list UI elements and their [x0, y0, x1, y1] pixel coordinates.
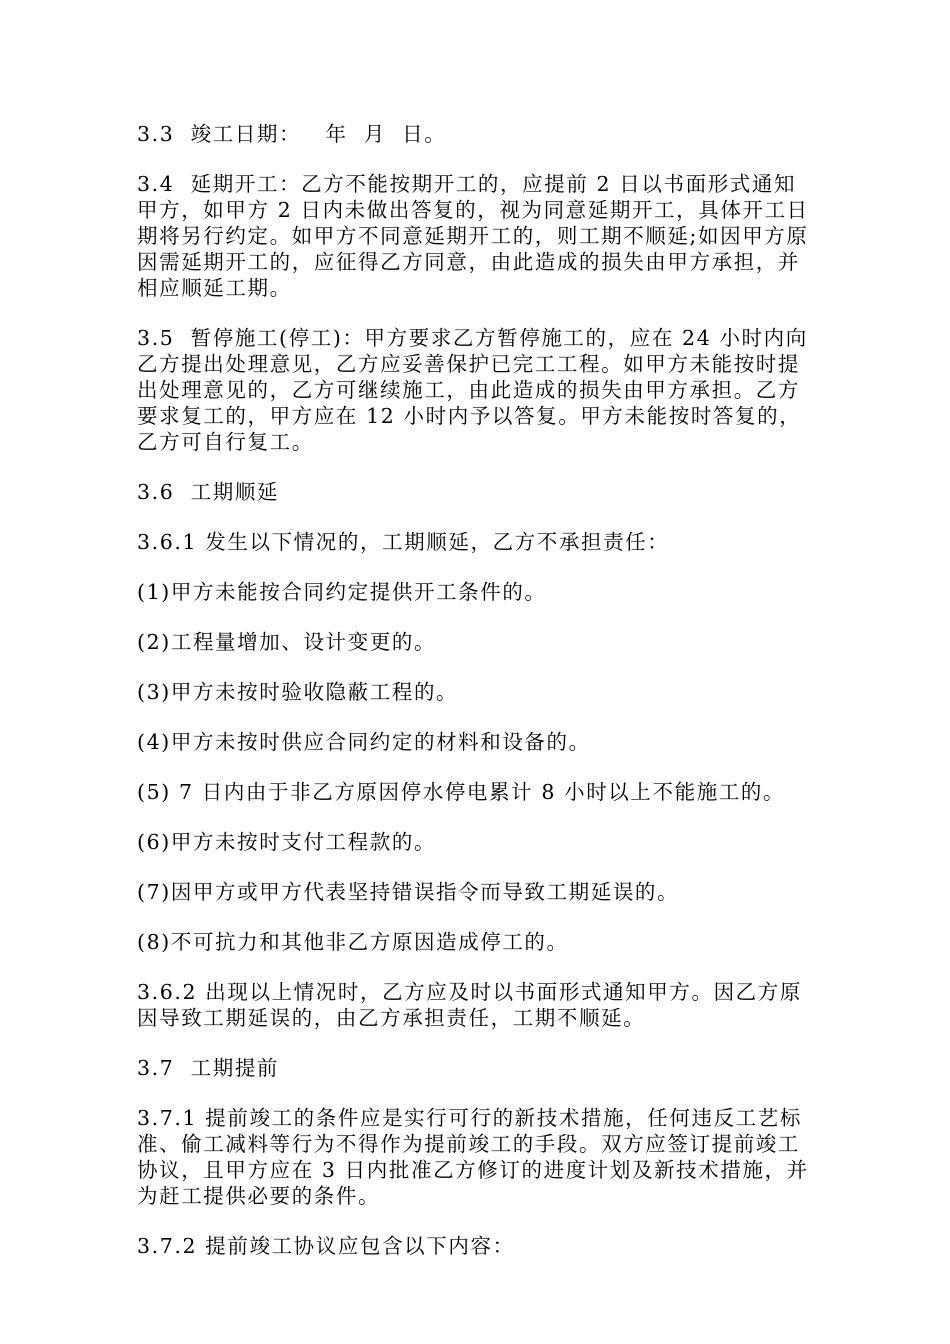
clause-3-5-suspension: 3.5 暂停施工(停工)：甲方要求乙方暂停施工的，应在 24 小时内向乙方提出处理意见，乙方应妥善保护已完工工程。如甲方未能按时提出处理意见的，乙方可继续施工，由此造成的损失由甲方承担。乙方要求复工的，甲方应在 12 小时内予以答复。甲方未能按时答复的，乙方可自行复工。 — [137, 326, 808, 454]
document-body — [137, 121, 813, 1283]
list-item-8: (8)不可抗力和其他非乙方原因造成停工的。 — [137, 930, 569, 954]
list-item-2: (2)工程量增加、设计变更的。 — [137, 630, 437, 654]
clause-3-7-2: 3.7.2 提前竣工协议应包含以下内容： — [137, 1234, 515, 1258]
list-item-6: (6)甲方未按时支付工程款的。 — [137, 830, 437, 854]
list-item-5: (5) 7 日内由于非乙方原因停水停电累计 8 小时以上不能施工的。 — [137, 780, 786, 804]
clause-3-4-delayed-start: 3.4 延期开工：乙方不能按期开工的，应提前 2 日以书面形式通知甲方，如甲方 2 日内未做出答复的，视为同意延期开工，具体开工日期将另行约定。如甲方不同意延期开工的，则工期不顺延;如因甲方原因需延期开工的，应征得乙方同意，由此造成的损失由甲方承担，并相应顺延工期。 — [137, 172, 809, 300]
list-item-3: (3)甲方未按时验收隐蔽工程的。 — [137, 680, 459, 704]
list-item-7: (7)因甲方或甲方代表坚持错误指令而导致工期延误的。 — [137, 880, 680, 904]
clause-3-7-1: 3.7.1 提前竣工的条件应是实行可行的新技术措施，任何违反工艺标准、偷工减料等行为不得作为提前竣工的手段。双方应签订提前竣工协议，且甲方应在 3 日内批准乙方修订的进度计划及新技术措施，并为赶工提供必要的条件。 — [137, 1106, 809, 1208]
clause-3-7-heading: 3.7 工期提前 — [137, 1056, 280, 1080]
list-item-4: (4)甲方未按时供应合同约定的材料和设备的。 — [137, 730, 591, 754]
clause-3-6-2: 3.6.2 出现以上情况时，乙方应及时以书面形式通知甲方。因乙方原因导致工期延误的，由乙方承担责任，工期不顺延。 — [137, 980, 802, 1030]
list-item-1: (1)甲方未能按合同约定提供开工条件的。 — [137, 580, 547, 604]
clause-3-6-1: 3.6.1 发生以下情况的，工期顺延，乙方不承担责任： — [137, 530, 670, 554]
clause-3-3-completion-date: 3.3 竣工日期： 年 月 日。 — [137, 122, 447, 146]
clause-3-6-heading: 3.6 工期顺延 — [137, 480, 280, 504]
